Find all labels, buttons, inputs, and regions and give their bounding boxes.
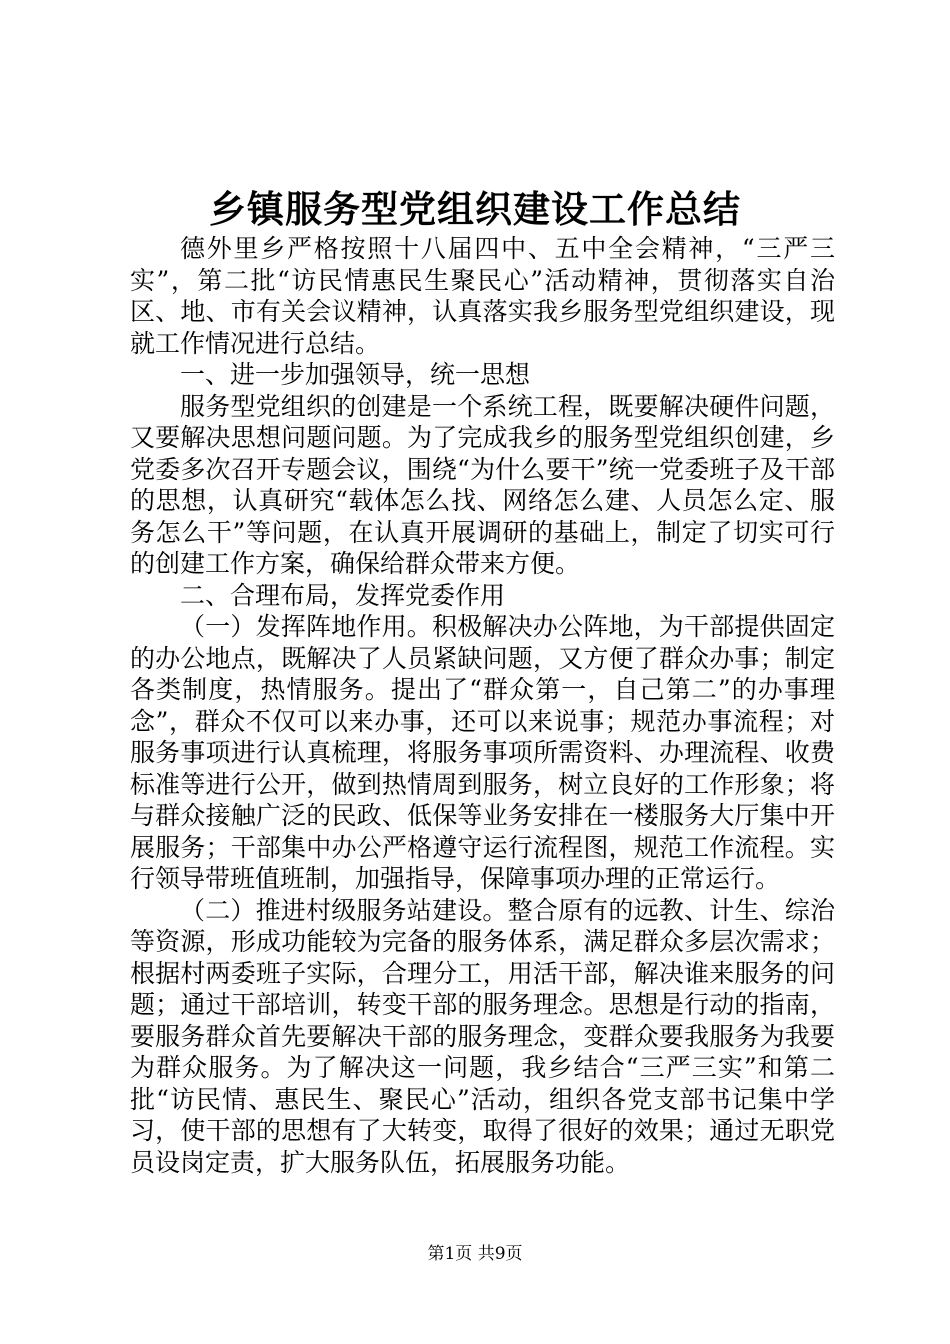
document-body bbox=[130, 233, 835, 1178]
document-title: 乡镇服务型党组织建设工作总结 bbox=[209, 187, 741, 231]
page-number-footer: 第1页 共9页 bbox=[427, 1244, 523, 1264]
section-heading-2: 二、合理布局，发挥党委作用 bbox=[180, 580, 506, 610]
subsection-1-paragraph: （一）发挥阵地作用。积极解决办公阵地，为干部提供固定的办公地点，既解决了人员紧缺问题，又方便了群众办事；制定各类制度，热情服务。提出了“群众第一，自己第二”的办事理念”，群众不仅可以来办事，还可以来说事；规范办事流程；对服务事项进行认真梳理，将服务事项所需资料、办理流程、收费标准等进行公开，做到热情周到服务，树立良好的工作形象；将与群众接触广泛的民政、低保等业务安排在一楼服务大厅集中开展服务；干部集中办公严格遵守运行流程图，规范工作流程。实行领导带班值班制，加强指导，保障事项办理的正常运行。 bbox=[130, 612, 835, 893]
subsection-2-paragraph: （二）推进村级服务站建设。整合原有的远教、计生、综治等资源，形成功能较为完备的服务体系，满足群众多层次需求；根据村两委班子实际，合理分工，用活干部，解决谁来服务的问题；通过干部培训，转变干部的服务理念。思想是行动的指南，要服务群众首先要解决干部的服务理念，变群众要我服务为我要为群众服务。为了解决这一问题，我乡结合“三严三实”和第二批“访民情、惠民生、聚民心”活动，组织各党支部书记集中学习，使干部的思想有了大转变，取得了很好的效果；通过无职党员设岗定责，扩大服务队伍，拓展服务功能。 bbox=[130, 895, 835, 1177]
section-1-paragraph: 服务型党组织的创建是一个系统工程，既要解决硬件问题，又要解决思想问题问题。为了完成我乡的服务型党组织创建，乡党委多次召开专题会议，围绕“为什么要干”统一党委班子及干部的思想，认真研究“载体怎么找、网络怎么建、人员怎么定、服务怎么干”等问题，在认真开展调研的基础上，制定了切实可行的创建工作方案，确保给群众带来方便。 bbox=[130, 391, 835, 578]
section-heading-1: 一、进一步加强领导，统一思想 bbox=[180, 360, 531, 389]
intro-paragraph: 德外里乡严格按照十八届四中、五中全会精神，“三严三实”，第二批“访民情惠民生聚民心”活动精神，贯彻落实自治区、地、市有关会议精神，认真落实我乡服务型党组织建设，现就工作情况进行总结。 bbox=[130, 234, 835, 358]
